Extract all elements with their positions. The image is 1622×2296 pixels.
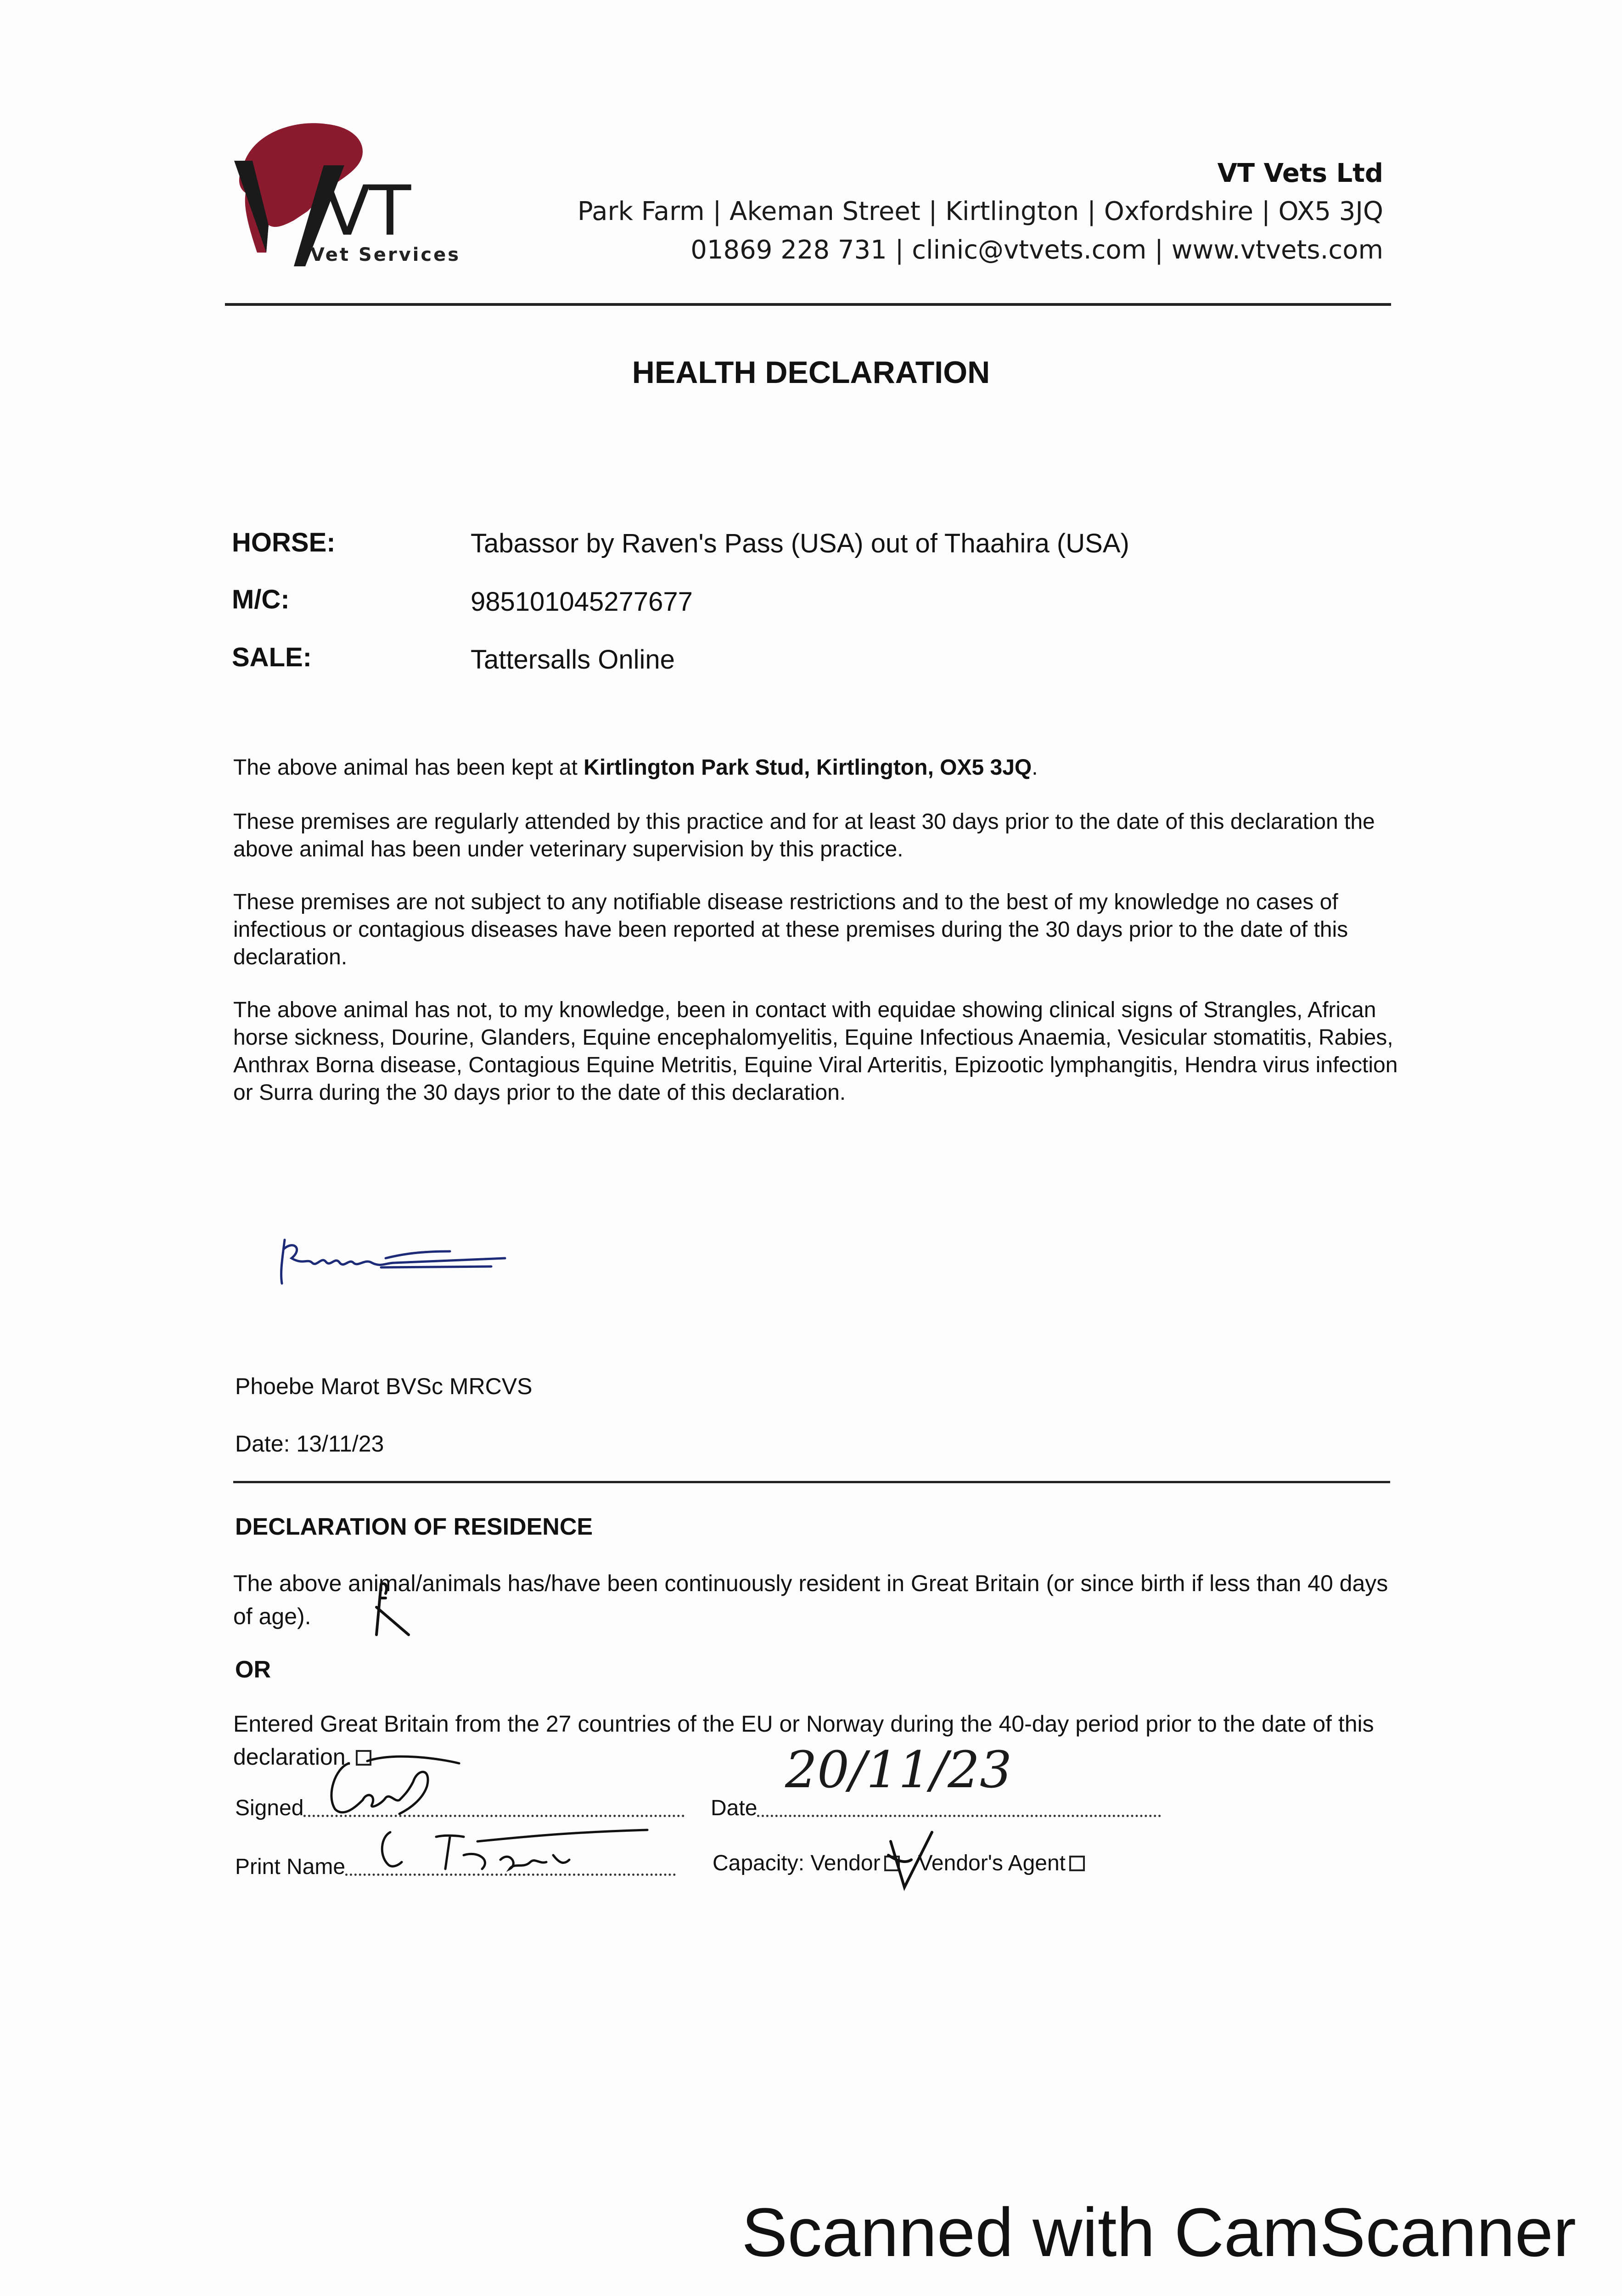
company-contact: 01869 228 731 | clinic@vtvets.com | www.vtvets.com — [690, 235, 1383, 265]
sale-value: Tattersalls Online — [471, 645, 675, 675]
capacity-label: Capacity: Vendor — [713, 1851, 881, 1875]
date-line[interactable] — [757, 1796, 1161, 1817]
date-label: Date — [711, 1796, 758, 1820]
contact-paragraph: The above animal has not, to my knowledge, been in contact with equidae showing clinical signs of Strangles, African horse sickness, Dourine, Glanders, Equine encephalomyelitis, Equine Infectious Anaemia, Vesicular stomatitis, Rabies, Anthrax Borna disease, Contagious Equine Metritis, Equine Viral Arteritis, Epizootic lymphangitis, Hendra virus infection or Surra during the 30 days prior to the date of this declaration. — [233, 998, 1398, 1105]
logo-text: VT — [324, 171, 410, 251]
para1-suffix: . — [1032, 755, 1038, 780]
or-label: OR — [235, 1656, 271, 1683]
horse-value: Tabassor by Raven's Pass (USA) out of Thaahira (USA) — [471, 529, 1129, 558]
mc-value: 985101045277677 — [471, 587, 693, 617]
mc-label: M/C: — [232, 585, 290, 614]
section-divider — [233, 1481, 1390, 1483]
residence-option-1-text: The above animal/animals has/have been continuously resident in Great Britain (or since birth if less than 40 days of age). — [233, 1570, 1388, 1629]
vet-signature — [275, 1231, 514, 1290]
vendor-cross-mark — [881, 1828, 941, 1892]
printed-name-handwriting — [372, 1818, 657, 1883]
para1-prefix: The above animal has been kept at — [233, 755, 584, 780]
scanner-watermark: Scanned with CamScanner — [741, 2194, 1576, 2271]
disease-paragraph: These premises are not subject to any notifiable disease restrictions and to the best of my knowledge no cases of infectious or contagious diseases have been reported at these premises during the 30 days prior to the date of this declaration. — [233, 890, 1348, 969]
option-1-cross-mark — [367, 1580, 418, 1639]
date-value: 20/11/23 — [785, 1740, 1012, 1799]
logo-subtitle: Vet Services — [310, 244, 461, 265]
sale-label: SALE: — [232, 642, 312, 672]
company-address: Park Farm | Akeman Street | Kirtlington | Oxfordshire | OX5 3JQ — [577, 197, 1383, 226]
horse-label: HORSE: — [232, 528, 336, 557]
vet-name: Phoebe Marot BVSc MRCVS — [235, 1373, 533, 1399]
vendor-agent-label: Vendor's Agent — [918, 1851, 1066, 1875]
premises-address: Kirtlington Park Stud, Kirtlington, OX5 3JQ — [584, 755, 1032, 780]
supervision-paragraph: These premises are regularly attended by this practice and for at least 30 days prior to the date of this declaration the above animal has been under veterinary supervision by this practice. — [233, 810, 1375, 861]
residence-title: DECLARATION OF RESIDENCE — [235, 1514, 593, 1540]
document-title: HEALTH DECLARATION — [632, 355, 990, 390]
print-name-label: Print Name — [235, 1855, 346, 1879]
company-name: VT Vets Ltd — [1217, 158, 1383, 188]
date-row — [711, 1795, 1161, 1821]
vet-date: Date: 13/11/23 — [235, 1431, 384, 1457]
premises-paragraph — [233, 754, 1399, 782]
vendor-agent-checkbox[interactable] — [1069, 1856, 1085, 1871]
header-divider — [225, 303, 1391, 306]
vendor-signature — [321, 1750, 505, 1828]
residence-option-2-text: Entered Great Britain from the 27 countries of the EU or Norway during the 40-day period prior to the date of this declaration. — [233, 1711, 1374, 1770]
signed-label: Signed — [235, 1796, 304, 1820]
